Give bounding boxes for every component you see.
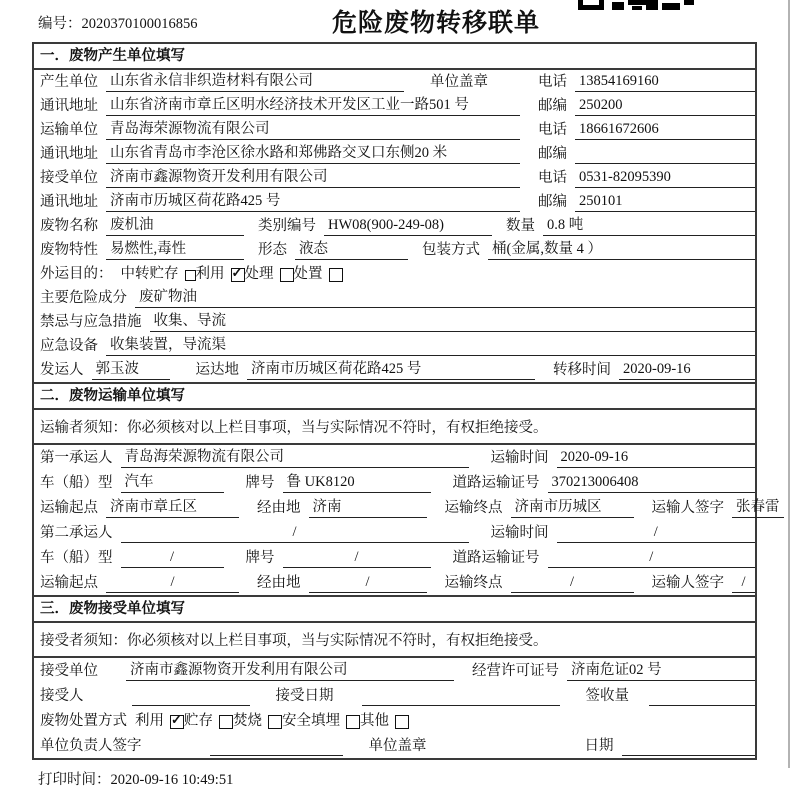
- consignor-value: 郭玉波: [92, 360, 170, 380]
- carrier2-sign-value: /: [732, 573, 755, 593]
- waste-qty-value: 0.8 吨: [543, 216, 755, 236]
- producer-zip-value: 250200: [575, 96, 755, 116]
- road-permit2-value: /: [548, 548, 756, 568]
- producer-address-label: 通讯地址: [40, 98, 98, 114]
- vehicle-type-label: 车（船）型: [40, 475, 113, 491]
- transporter-phone-value: 18661672606: [575, 120, 755, 140]
- responsible-sign-label: 单位负责人签字: [40, 738, 142, 754]
- row-transfer-purpose: [34, 262, 755, 286]
- waste-name-label: 废物名称: [40, 218, 98, 234]
- disposal-storage-checkbox: [219, 715, 233, 729]
- row-responsible-sign: [34, 733, 755, 758]
- second-carrier-label: 第二承运人: [40, 525, 113, 541]
- row-producer-address: [34, 94, 755, 118]
- producer-unit-value: 山东省永信非织造材料有限公司: [106, 72, 404, 92]
- carrier-sign-label: 运输人签字: [651, 500, 724, 516]
- transport-time-value: 2020-09-16: [557, 448, 756, 468]
- purpose-utilize-label: 利用: [195, 266, 225, 282]
- row-waste-property: [34, 238, 755, 262]
- route-end-label: 运输终点: [444, 500, 503, 516]
- transporter-zip-value: [575, 144, 755, 164]
- plate2-label: 牌号: [245, 550, 275, 566]
- transfer-purpose-label: 外运目的：: [40, 266, 113, 282]
- route2-start-value: /: [106, 573, 239, 593]
- row-vehicle1: [34, 470, 755, 495]
- row-waste-name: [34, 214, 755, 238]
- document-number: [38, 12, 198, 33]
- transfer-date-value: 2020-09-16: [619, 360, 755, 380]
- plate2-value: /: [283, 548, 431, 568]
- road-permit2-label: 道路运输证号: [452, 550, 540, 566]
- row-first-carrier: [34, 445, 755, 470]
- producer-seal-label: 单位盖章: [430, 74, 488, 90]
- vehicle-type2-label: 车（船）型: [40, 550, 113, 566]
- transporter-phone-label: 电话: [538, 122, 567, 138]
- document-number-value: 2020370100016856: [81, 16, 198, 32]
- sign-date-value: [622, 736, 756, 756]
- transport-time-label: 运输时间: [490, 450, 549, 466]
- receiver-phone-value: 0531-82095390: [575, 168, 755, 188]
- second-carrier-value: /: [121, 523, 469, 543]
- accept-unit-label: 接受单位: [40, 663, 98, 679]
- route-via-value: 济南: [309, 498, 427, 518]
- row-transporter-address: [34, 142, 755, 166]
- sign-date-label: 日期: [584, 738, 614, 754]
- receiver-address-label: 通讯地址: [40, 194, 98, 210]
- section2-title: 二．废物运输单位填写: [34, 382, 755, 410]
- page-title: 危险废物转移联单: [332, 9, 541, 37]
- vehicle-type2-value: /: [121, 548, 224, 568]
- transport-time2-label: 运输时间: [490, 525, 549, 541]
- producer-address-value: 山东省济南市章丘区明水经济技术开发区工业一路501 号: [106, 96, 520, 116]
- receiver-unit-label: 接受单位: [40, 170, 98, 186]
- disposal-method-label: 废物处置方式: [40, 713, 127, 729]
- section1-title: 一．废物产生单位填写: [34, 44, 755, 70]
- purpose-dispose-label: 处置: [293, 266, 323, 282]
- waste-code-label: 类别编号: [258, 218, 316, 234]
- row-receiver-unit: [34, 166, 755, 190]
- license-label: 经营许可证号: [472, 663, 559, 679]
- transport-time2-value: /: [557, 523, 756, 543]
- waste-code-value: HW08(900-249-08): [324, 216, 492, 236]
- purpose-utilize-checkbox: [231, 268, 245, 282]
- waste-name-value: 废机油: [106, 216, 244, 236]
- acceptor-value: [132, 686, 250, 706]
- disposal-incinerate-label: 焚烧: [233, 713, 262, 729]
- document-number-label: 编号：: [38, 16, 82, 32]
- disposal-utilize-label: 利用: [135, 713, 164, 729]
- disposal-utilize-checkbox: [170, 715, 184, 729]
- document-header: [0, 0, 796, 42]
- first-carrier-value: 青岛海荣源物流有限公司: [121, 448, 469, 468]
- accept-date-label: 接受日期: [275, 688, 334, 704]
- waste-qty-label: 数量: [506, 218, 535, 234]
- disposal-storage-label: 贮存: [184, 713, 213, 729]
- row-taboo-measures: [34, 310, 755, 334]
- road-permit-label: 道路运输证号: [452, 475, 540, 491]
- disposal-incinerate-checkbox: [268, 715, 282, 729]
- section-receiver: [34, 595, 755, 758]
- transfer-date-label: 转移时间: [553, 362, 611, 378]
- receiver-address-value: 济南市历城区荷花路425 号: [106, 192, 520, 212]
- print-time-label: 打印时间：: [38, 772, 111, 788]
- waste-property-label: 废物特性: [40, 242, 98, 258]
- receiver-zip-label: 邮编: [538, 194, 567, 210]
- road-permit-value: 370213006408: [548, 473, 756, 493]
- hazard-component-label: 主要危险成分: [40, 290, 127, 306]
- producer-zip-label: 邮编: [538, 98, 567, 114]
- qr-code-remnant-icon: [578, 0, 706, 10]
- accept-unit-value: 济南市鑫源物资开发利用有限公司: [126, 661, 454, 681]
- row-disposal-method: [34, 708, 755, 733]
- transporter-unit-value: 青岛海荣源物流有限公司: [106, 120, 520, 140]
- row-accept-unit: [34, 658, 755, 683]
- purpose-storage-checkbox: [185, 270, 196, 281]
- purpose-treat-label: 处理: [244, 266, 274, 282]
- section-transporter: [34, 382, 780, 595]
- unit-seal-label: 单位盖章: [368, 738, 427, 754]
- receipt-qty-label: 签收量: [585, 688, 629, 704]
- hazard-component-value: 废矿物油: [135, 288, 755, 308]
- row-receiver-address: [34, 190, 755, 214]
- taboo-measures-value: 收集、导流: [150, 312, 756, 332]
- plate-label: 牌号: [245, 475, 275, 491]
- route2-via-label: 经由地: [257, 575, 301, 591]
- producer-phone-value: 13854169160: [575, 72, 755, 92]
- transporter-address-label: 通讯地址: [40, 146, 98, 162]
- producer-phone-label: 电话: [538, 74, 567, 90]
- carrier2-sign-label: 运输人签字: [651, 575, 724, 591]
- transporter-zip-label: 邮编: [538, 146, 567, 162]
- receiver-unit-value: 济南市鑫源物资开发利用有限公司: [106, 168, 520, 188]
- manifest-table: [32, 42, 780, 760]
- disposal-other-checkbox: [395, 715, 409, 729]
- section-producer: [34, 44, 755, 382]
- packaging-label: 包装方式: [422, 242, 480, 258]
- responsible-sign-value: [210, 736, 343, 756]
- purpose-treat-checkbox: [280, 268, 294, 282]
- license-value: 济南危证02 号: [567, 661, 755, 681]
- producer-unit-label: 产生单位: [40, 74, 98, 90]
- row-dispatch: [34, 358, 755, 382]
- purpose-storage-label: 中转贮存: [120, 266, 179, 282]
- row-route2: [34, 570, 755, 595]
- consignor-label: 发运人: [40, 362, 84, 378]
- route2-end-label: 运输终点: [444, 575, 503, 591]
- row-emergency-equipment: [34, 334, 755, 358]
- page-edge-line: [788, 0, 790, 768]
- carrier-sign-value: 张春雷: [732, 498, 784, 518]
- packaging-value: 桶(金属,数量 4 ）: [488, 240, 755, 260]
- accept-date-value: [362, 686, 560, 706]
- transporter-unit-label: 运输单位: [40, 122, 98, 138]
- taboo-measures-label: 禁忌与应急措施: [40, 314, 142, 330]
- destination-value: 济南市历城区荷花路425 号: [247, 360, 535, 380]
- transporter-notice: 运输者须知：你必须核对以上栏目事项，当与实际情况不符时，有权拒绝接受。: [34, 410, 755, 445]
- receiver-notice: 接受者须知：你必须核对以上栏目事项，当与实际情况不符时，有权拒绝接受。: [34, 623, 755, 658]
- row-route1: [34, 495, 780, 520]
- route-via-label: 经由地: [257, 500, 301, 516]
- receipt-qty-value: [649, 686, 755, 706]
- route-end-value: 济南市历城区: [511, 498, 634, 518]
- print-time: [38, 768, 796, 789]
- disposal-landfill-label: 安全填埋: [282, 713, 340, 729]
- print-time-value: 2020-09-16 10:49:51: [110, 772, 234, 788]
- acceptor-label: 接受人: [40, 688, 84, 704]
- row-acceptor: [34, 683, 755, 708]
- route-start-label: 运输起点: [40, 500, 98, 516]
- disposal-landfill-checkbox: [346, 715, 360, 729]
- row-transporter-unit: [34, 118, 755, 142]
- emergency-equipment-value: 收集装置，导流渠: [106, 336, 755, 356]
- row-hazard-component: [34, 286, 755, 310]
- emergency-equipment-label: 应急设备: [40, 338, 98, 354]
- receiver-zip-value: 250101: [575, 192, 755, 212]
- row-producer-unit: [34, 70, 755, 94]
- row-vehicle2: [34, 545, 755, 570]
- receiver-phone-label: 电话: [538, 170, 567, 186]
- destination-label: 运达地: [195, 362, 239, 378]
- disposal-other-label: 其他: [360, 713, 389, 729]
- route2-start-label: 运输起点: [40, 575, 98, 591]
- purpose-dispose-checkbox: [329, 268, 343, 282]
- section3-title: 三．废物接受单位填写: [34, 595, 755, 623]
- vehicle-type-value: 汽车: [121, 473, 224, 493]
- route2-via-value: /: [309, 573, 427, 593]
- waste-form-value: 液态: [295, 240, 408, 260]
- waste-property-value: 易燃性,毒性: [106, 240, 244, 260]
- row-second-carrier: [34, 520, 755, 545]
- plate-value: 鲁 UK8120: [283, 473, 431, 493]
- first-carrier-label: 第一承运人: [40, 450, 113, 466]
- transporter-address-value: 山东省青岛市李沧区徐水路和郑佛路交叉口东侧20 米: [106, 144, 520, 164]
- route-start-value: 济南市章丘区: [106, 498, 239, 518]
- route2-end-value: /: [511, 573, 634, 593]
- waste-form-label: 形态: [258, 242, 287, 258]
